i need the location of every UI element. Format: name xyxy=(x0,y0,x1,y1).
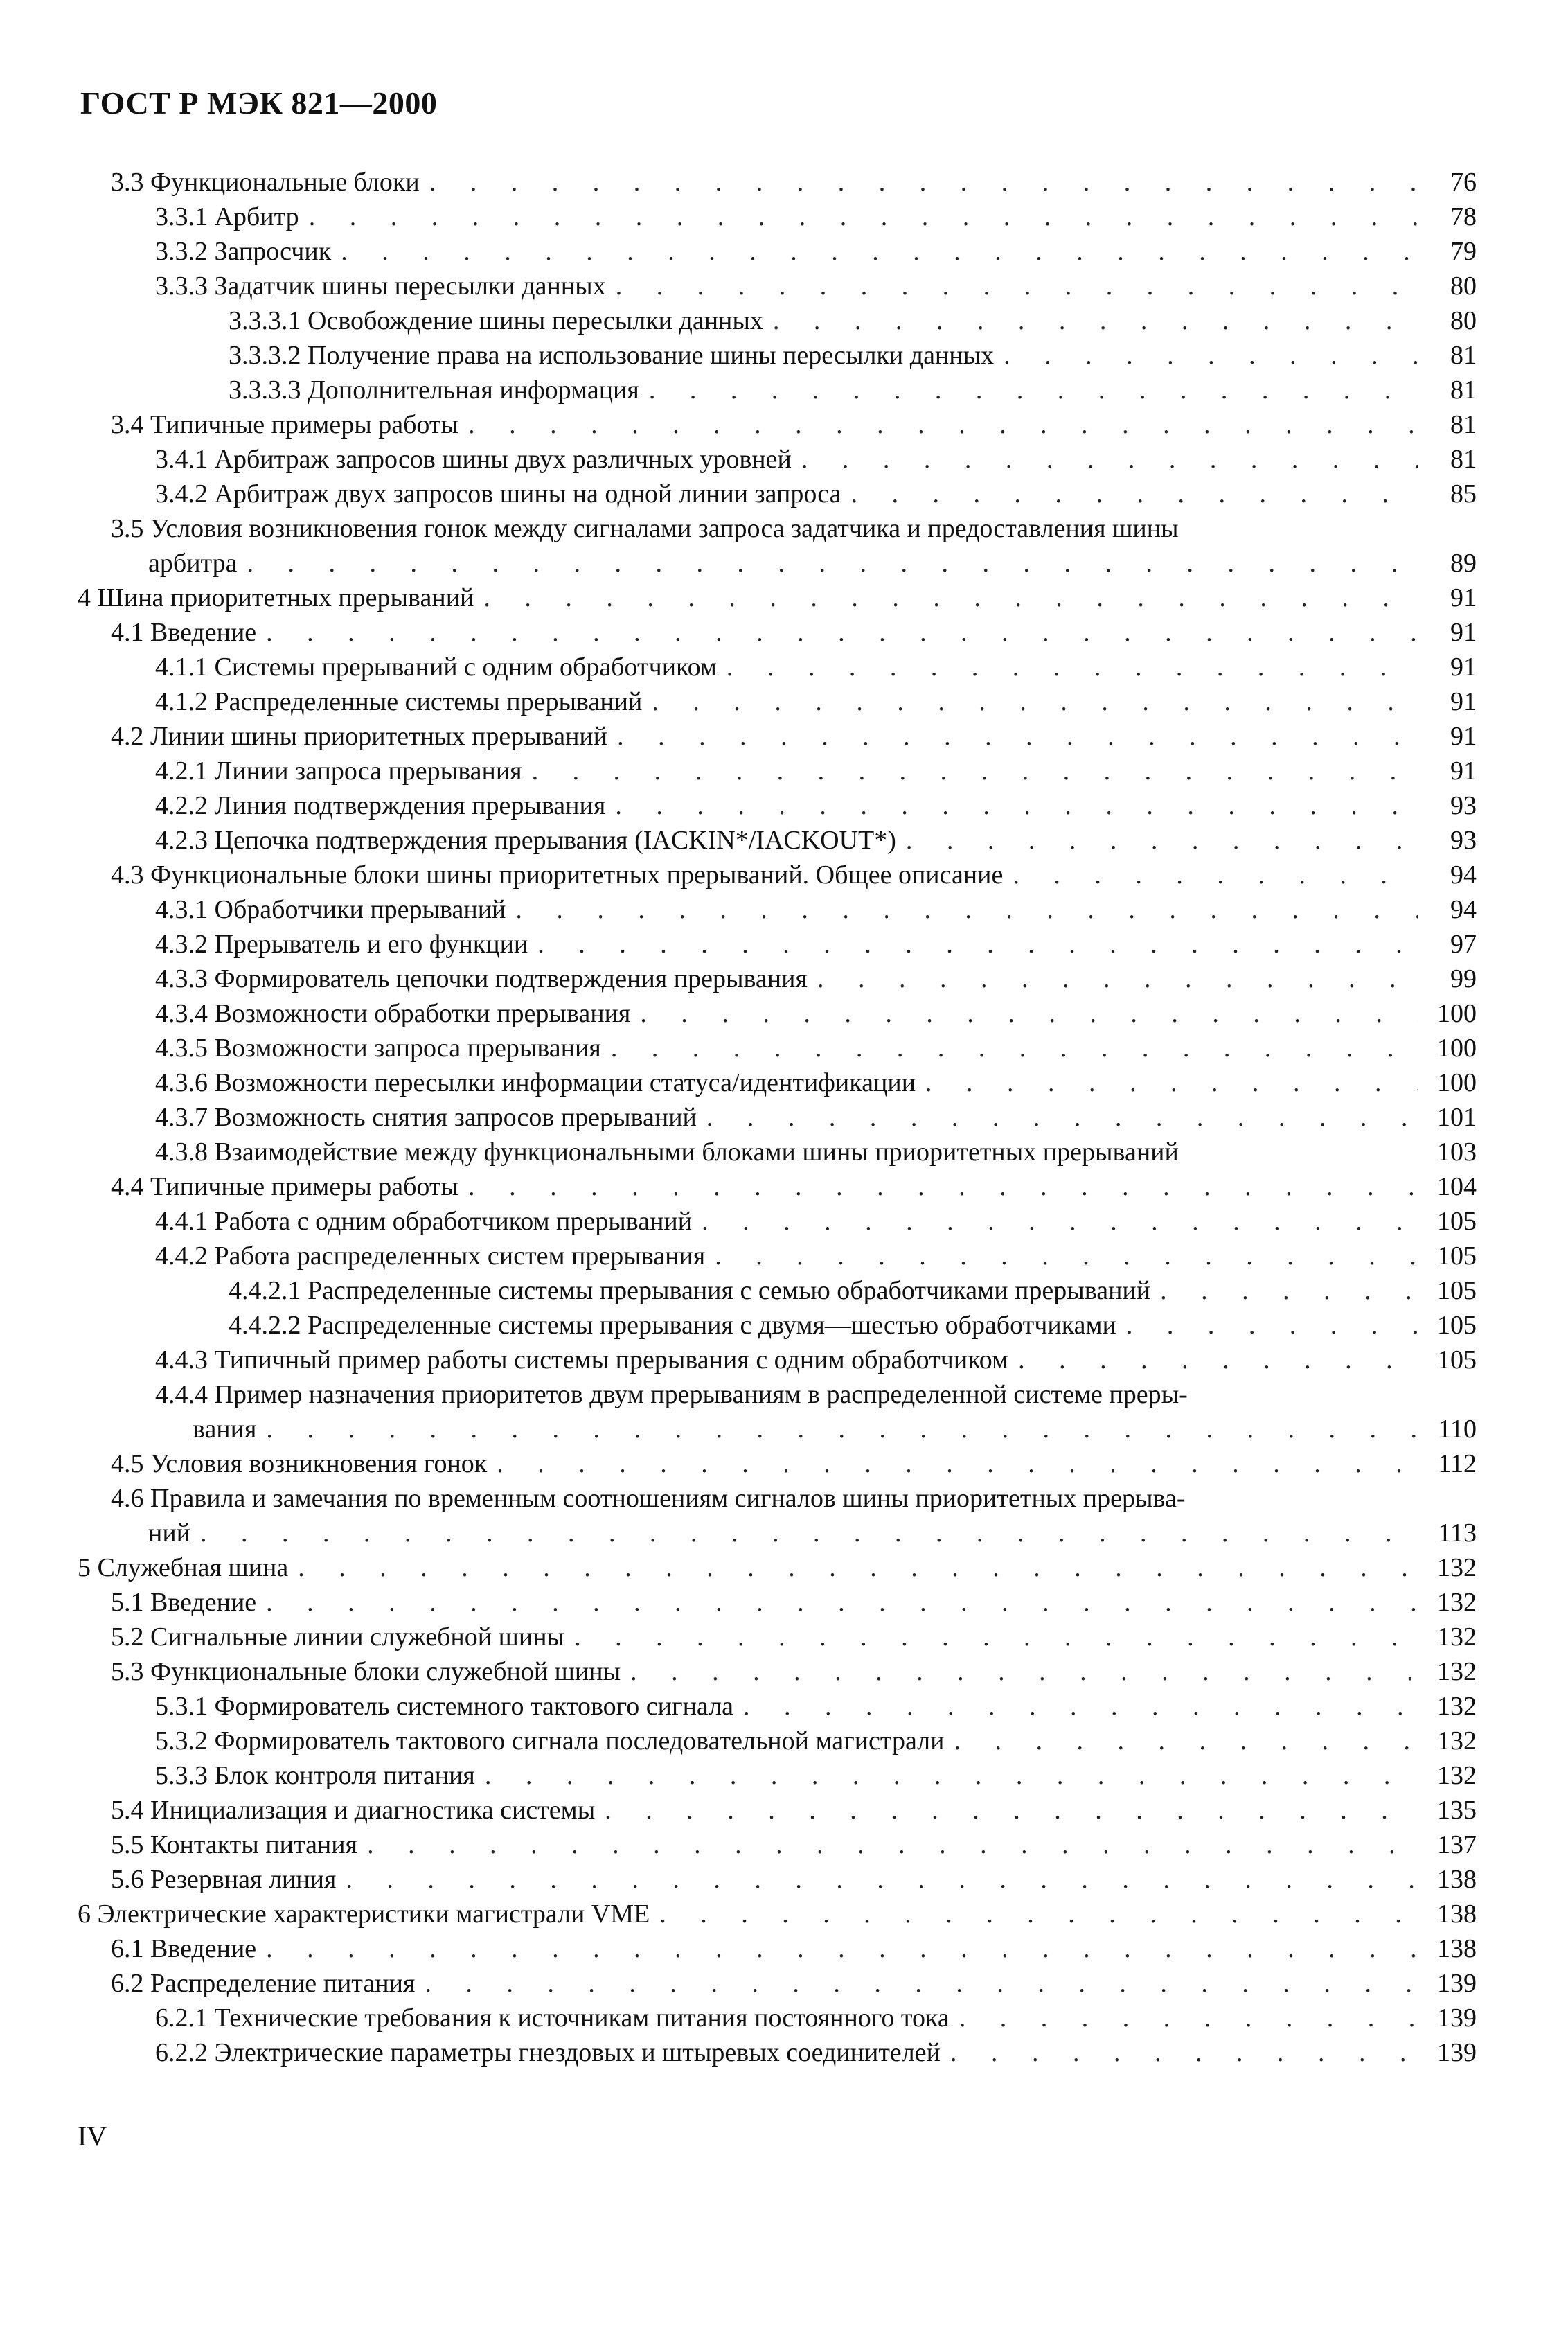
page-number: IV xyxy=(78,2121,107,2152)
toc-entry xyxy=(78,303,1477,338)
toc-entry-title: 4.6 Правила и замечания по временным соотношениям сигналов шины приоритетных прерыва- xyxy=(111,1484,1186,1513)
toc-entry-page: 100 xyxy=(1437,999,1477,1028)
toc-entry-page: 105 xyxy=(1437,1276,1477,1305)
toc-entry xyxy=(78,373,1477,407)
toc-entry-title: 4.4.4 Пример назначения приоритетов двум прерываниям в распределенной системе преры- xyxy=(155,1380,1188,1409)
toc-entry-page: 94 xyxy=(1450,895,1477,924)
dot-leader xyxy=(458,407,1418,442)
toc-entry-title: 4.1 Введение xyxy=(111,618,257,647)
toc-entry xyxy=(78,719,1477,754)
toc-entry-title: 4.3.3 Формирователь цепочки подтверждения прерывания xyxy=(155,964,808,993)
dot-leader xyxy=(607,719,1418,754)
toc-entry-title: 5.3.1 Формирователь системного тактового сигнала xyxy=(155,1692,733,1721)
toc-entry-page: 139 xyxy=(1437,2038,1477,2067)
toc-entry-title: 5 Служебная шина xyxy=(78,1553,289,1582)
toc-entry-page: 112 xyxy=(1438,1449,1477,1478)
toc-entry xyxy=(78,1169,1477,1204)
toc-entry-page: 137 xyxy=(1437,1830,1477,1859)
toc-entry xyxy=(78,996,1477,1031)
toc-entry-page: 78 xyxy=(1450,202,1477,231)
dot-leader xyxy=(288,1550,1418,1585)
toc-entry xyxy=(78,1273,1477,1308)
dot-leader xyxy=(950,2001,1418,2035)
toc-entry-page: 97 xyxy=(1450,930,1477,959)
dot-leader xyxy=(650,1897,1418,1931)
toc-entry-title: 3.3.1 Арбитр xyxy=(155,202,299,231)
dot-leader xyxy=(357,1828,1418,1862)
toc-entry-page: 100 xyxy=(1437,1068,1477,1097)
toc-entry xyxy=(78,269,1477,303)
toc-entry-title: 4.3.4 Возможности обработки прерывания xyxy=(155,999,631,1028)
toc-entry-page: 138 xyxy=(1437,1865,1477,1894)
dot-leader xyxy=(474,581,1418,615)
toc-entry xyxy=(78,1446,1477,1481)
toc-entry-page: 105 xyxy=(1437,1207,1477,1236)
toc-entry xyxy=(78,1828,1477,1862)
toc-entry xyxy=(78,1100,1477,1135)
dot-leader xyxy=(630,996,1418,1031)
toc-entry-title: 3.5 Условия возникновения гонок между сигналами запроса задатчика и предоставления шины xyxy=(111,514,1179,543)
toc-entry-title: 4.4.2.2 Распределенные системы прерывания с двумя—шестью обработчиками xyxy=(229,1311,1116,1340)
dot-leader xyxy=(1003,858,1418,892)
toc-entry-page: 104 xyxy=(1437,1172,1477,1201)
toc-entry xyxy=(78,2001,1477,2035)
toc-entry-page: 91 xyxy=(1450,756,1477,786)
toc-entry xyxy=(78,234,1477,269)
toc-entry xyxy=(78,200,1477,234)
dot-leader xyxy=(705,1239,1418,1273)
dot-leader xyxy=(564,1620,1418,1654)
toc-entry-title: 5.1 Введение xyxy=(111,1588,257,1617)
document-header: ГОСТ Р МЭК 821—2000 xyxy=(80,85,438,121)
toc-entry xyxy=(78,1724,1477,1758)
toc-entry-title: 3.4 Типичные примеры работы xyxy=(111,410,459,439)
toc-entry xyxy=(78,1931,1477,1966)
dot-leader xyxy=(601,1031,1418,1065)
toc-entry-title: 4.4.1 Работа с одним обработчиком прерываний xyxy=(155,1207,693,1236)
toc-entry-title: 3.4.2 Арбитраж двух запросов шины на одной линии запроса xyxy=(155,479,841,508)
toc-entry xyxy=(78,962,1477,996)
toc-entry-title: 4.2.1 Линии запроса прерывания xyxy=(155,756,522,786)
dot-leader xyxy=(299,200,1418,234)
toc-entry-title: 4.1.2 Распределенные системы прерываний xyxy=(155,687,643,716)
dot-leader xyxy=(692,1204,1418,1239)
toc-entry xyxy=(78,1135,1477,1169)
toc-entry xyxy=(78,1585,1477,1620)
dot-leader xyxy=(733,1689,1418,1724)
toc-entry-page: 91 xyxy=(1450,618,1477,647)
toc-entry-title: 3.3.2 Запросчик xyxy=(155,237,332,266)
toc-entry-page: 110 xyxy=(1438,1415,1477,1444)
dot-leader xyxy=(1150,1273,1418,1308)
toc-entry-page: 103 xyxy=(1437,1138,1477,1167)
dot-leader xyxy=(595,1793,1418,1828)
dot-leader xyxy=(458,1169,1418,1204)
toc-entry xyxy=(78,1758,1477,1793)
toc-entry xyxy=(78,788,1477,823)
dot-leader xyxy=(808,962,1418,996)
toc-entry-title: 4.4.2.1 Распределенные системы прерывания с семью обработчиками прерываний xyxy=(229,1276,1151,1305)
toc-entry xyxy=(78,1239,1477,1273)
toc-entry-title: 4.2.3 Цепочка подтверждения прерывания (IACKIN*/IACKOUT*) xyxy=(155,826,896,855)
toc-entry-title: 4.5 Условия возникновения гонок xyxy=(111,1449,488,1478)
toc-entry xyxy=(78,1793,1477,1828)
toc-entry-title: 5.3 Функциональные блоки служебной шины xyxy=(111,1657,621,1686)
toc-entry-page: 132 xyxy=(1437,1622,1477,1652)
toc-entry xyxy=(78,1966,1477,2001)
toc-entry xyxy=(78,165,1477,200)
toc-entry xyxy=(78,927,1477,962)
toc-entry xyxy=(78,1620,1477,1654)
toc-entry-page: 132 xyxy=(1437,1692,1477,1721)
toc-entry-page: 113 xyxy=(1438,1519,1477,1548)
toc-entry-title: 3.3.3.2 Получение права на использование шины пересылки данных xyxy=(229,341,995,370)
toc-entry-page: 76 xyxy=(1450,168,1477,197)
toc-entry xyxy=(78,823,1477,858)
dot-leader xyxy=(717,650,1418,684)
toc-entry-page: 105 xyxy=(1437,1311,1477,1340)
toc-entry-page: 85 xyxy=(1450,479,1477,508)
toc-entry xyxy=(78,442,1477,477)
dot-leader xyxy=(941,2035,1418,2070)
toc-entry-title: 5.3.2 Формирователь тактового сигнала последовательной магистрали xyxy=(155,1726,945,1755)
dot-leader xyxy=(256,1931,1418,1966)
toc-entry-title: 6.1 Введение xyxy=(111,1934,257,1963)
toc-entry-title: 4.2.2 Линия подтверждения прерывания xyxy=(155,791,606,820)
toc-entry-title: 5.3.3 Блок контроля питания xyxy=(155,1761,475,1790)
toc-entry-title: 3.3.3 Задатчик шины пересылки данных xyxy=(155,272,606,301)
toc-entry xyxy=(78,1654,1477,1689)
toc-entry xyxy=(78,1204,1477,1239)
dot-leader xyxy=(487,1446,1418,1481)
toc-entry-page: 80 xyxy=(1450,306,1477,335)
toc-entry-title: 4.4 Типичные примеры работы xyxy=(111,1172,459,1201)
dot-leader xyxy=(916,1065,1418,1100)
toc-entry-page: 91 xyxy=(1450,583,1477,612)
toc-entry xyxy=(78,2035,1477,2070)
toc-entry-page: 132 xyxy=(1437,1761,1477,1790)
toc-entry xyxy=(78,650,1477,684)
toc-entry-page: 81 xyxy=(1450,445,1477,474)
toc-entry-page: 139 xyxy=(1437,2003,1477,2033)
dot-leader xyxy=(475,1758,1418,1793)
dot-leader xyxy=(639,373,1418,407)
toc-entry-title: 6.2.2 Электрические параметры гнездовых и штыревых соединителей xyxy=(155,2038,941,2067)
toc-entry-title: 4.3.8 Взаимодействие между функциональными блоками шины приоритетных прерываний xyxy=(155,1138,1179,1167)
toc-entry-title: 4.3.1 Обработчики прерываний xyxy=(155,895,506,924)
toc-entry-title: 6 Электрические характеристики магистрали VME xyxy=(78,1900,650,1929)
toc-entry-title-continuation: вания xyxy=(193,1415,257,1444)
dot-leader xyxy=(190,1516,1418,1550)
dot-leader xyxy=(336,1862,1418,1897)
toc-entry-title: 4.3.2 Прерыватель и его функции xyxy=(155,930,528,959)
toc-entry-title: 5.6 Резервная линия xyxy=(111,1865,337,1894)
toc-entry-page: 100 xyxy=(1437,1034,1477,1063)
toc-entry xyxy=(78,892,1477,927)
toc-entry xyxy=(78,1689,1477,1724)
toc-entry-title: 4.2 Линии шины приоритетных прерываний xyxy=(111,722,608,751)
toc-entry xyxy=(78,1065,1477,1100)
dot-leader xyxy=(256,1585,1418,1620)
toc-entry xyxy=(78,1481,1477,1550)
dot-leader xyxy=(256,1412,1418,1446)
toc-entry-page: 91 xyxy=(1450,722,1477,751)
toc-entry xyxy=(78,615,1477,650)
toc-entry-page: 99 xyxy=(1450,964,1477,993)
dot-leader xyxy=(237,546,1418,581)
toc-entry xyxy=(78,477,1477,511)
dot-leader xyxy=(606,269,1418,303)
toc-entry-page: 138 xyxy=(1437,1934,1477,1963)
toc-entry-title: 4.3 Функциональные блоки шины приоритетных прерываний. Общее описание xyxy=(111,860,1004,890)
toc-entry-page: 138 xyxy=(1437,1900,1477,1929)
toc-entry-page: 81 xyxy=(1450,375,1477,405)
dot-leader xyxy=(621,1654,1418,1689)
toc-entry-title: 5.4 Инициализация и диагностика системы xyxy=(111,1796,596,1825)
toc-entry-title: 3.3.3.3 Дополнительная информация xyxy=(229,375,639,405)
toc-entry-page: 81 xyxy=(1450,410,1477,439)
dot-leader xyxy=(944,1724,1418,1758)
toc-entry-title: 4.4.3 Типичный пример работы системы прерывания с одним обработчиком xyxy=(155,1345,1009,1374)
dot-leader xyxy=(506,892,1418,927)
toc-entry-title: 4.3.5 Возможности запроса прерывания xyxy=(155,1034,601,1063)
toc-entry-page: 101 xyxy=(1437,1103,1477,1132)
toc-entry-title: 3.3.3.1 Освобождение шины пересылки данных xyxy=(229,306,763,335)
toc-entry-title: 5.5 Контакты питания xyxy=(111,1830,358,1859)
toc-entry xyxy=(78,684,1477,719)
dot-leader xyxy=(896,823,1418,858)
dot-leader xyxy=(994,338,1418,373)
toc-entry-page: 91 xyxy=(1450,653,1477,682)
dot-leader xyxy=(841,477,1419,511)
toc-entry-page: 93 xyxy=(1450,791,1477,820)
toc-entry-page: 132 xyxy=(1437,1588,1477,1617)
toc-entry-title: 6.2 Распределение питания xyxy=(111,1969,416,1998)
toc-entry-title: 3.4.1 Арбитраж запросов шины двух различных уровней xyxy=(155,445,792,474)
dot-leader xyxy=(697,1100,1418,1135)
toc-entry xyxy=(78,1550,1477,1585)
dot-leader xyxy=(420,165,1418,200)
toc-entry xyxy=(78,338,1477,373)
toc-entry xyxy=(78,754,1477,788)
toc-entry-page: 93 xyxy=(1450,826,1477,855)
toc-entry-page: 132 xyxy=(1437,1726,1477,1755)
dot-leader xyxy=(256,615,1418,650)
toc-entry-title: 4 Шина приоритетных прерываний xyxy=(78,583,474,612)
toc-entry-page: 80 xyxy=(1450,272,1477,301)
toc-entry xyxy=(78,511,1477,581)
toc-entry-title: 4.3.6 Возможности пересылки информации статуса/идентификации xyxy=(155,1068,916,1097)
toc-entry-page: 135 xyxy=(1437,1796,1477,1825)
dot-leader xyxy=(1008,1343,1418,1377)
toc-entry-page: 132 xyxy=(1437,1553,1477,1582)
table-of-contents xyxy=(78,165,1477,2070)
toc-entry xyxy=(78,1377,1477,1446)
toc-entry-page: 89 xyxy=(1450,549,1477,578)
dot-leader xyxy=(642,684,1418,719)
toc-entry-title: 5.2 Сигнальные линии служебной шины xyxy=(111,1622,565,1652)
toc-entry-title: 6.2.1 Технические требования к источникам питания постоянного тока xyxy=(155,2003,950,2033)
dot-leader xyxy=(331,234,1418,269)
toc-entry-page: 132 xyxy=(1437,1657,1477,1686)
toc-entry-page: 94 xyxy=(1450,860,1477,890)
dot-leader xyxy=(522,754,1418,788)
toc-entry-page: 81 xyxy=(1450,341,1477,370)
toc-entry xyxy=(78,1308,1477,1343)
toc-entry-title: 3.3 Функциональные блоки xyxy=(111,168,420,197)
dot-leader xyxy=(1116,1308,1418,1343)
toc-entry-title: 4.4.2 Работа распределенных систем прерывания xyxy=(155,1241,706,1271)
toc-entry-title: 4.1.1 Системы прерываний с одним обработчиком xyxy=(155,653,717,682)
toc-entry xyxy=(78,1343,1477,1377)
toc-entry-title: 4.3.7 Возможность снятия запросов прерываний xyxy=(155,1103,697,1132)
dot-leader xyxy=(415,1966,1418,2001)
dot-leader xyxy=(792,442,1418,477)
toc-entry-page: 91 xyxy=(1450,687,1477,716)
dot-leader xyxy=(605,788,1418,823)
toc-entry xyxy=(78,407,1477,442)
toc-entry xyxy=(78,1862,1477,1897)
toc-entry-title-continuation: арбитра xyxy=(148,549,238,578)
dot-leader xyxy=(763,303,1418,338)
toc-entry-page: 79 xyxy=(1450,237,1477,266)
toc-entry-title-continuation: ний xyxy=(148,1519,191,1548)
toc-entry xyxy=(78,1897,1477,1931)
toc-entry-page: 139 xyxy=(1437,1969,1477,1998)
dot-leader xyxy=(528,927,1418,962)
toc-entry-page: 105 xyxy=(1437,1241,1477,1271)
toc-entry xyxy=(78,581,1477,615)
toc-entry-page: 105 xyxy=(1437,1345,1477,1374)
toc-entry xyxy=(78,1031,1477,1065)
toc-entry xyxy=(78,858,1477,892)
